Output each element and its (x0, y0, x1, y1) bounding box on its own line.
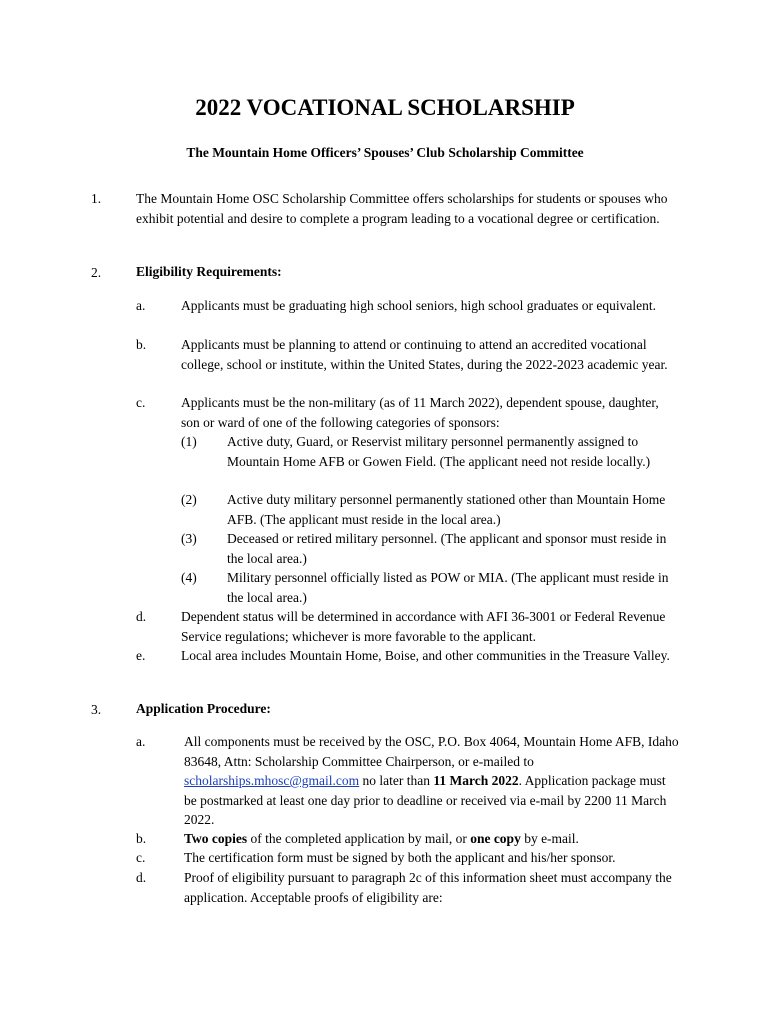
item-2c4-label: (4) (181, 570, 197, 585)
item-3b-part1: of the completed application by mail, or (247, 831, 471, 846)
section-2-number: 2. (91, 265, 102, 280)
item-2c2-text: Active duty military personnel permanently stationed other than Mountain Home AFB. (The applicant must reside in the local area.) (227, 492, 666, 527)
item-3b-bold1: Two copies (184, 831, 248, 846)
section-1-number: 1. (91, 191, 102, 206)
section-3-number: 3. (91, 702, 102, 717)
item-2c-text: Applicants must be the non-military (as of 11 March 2022), dependent spouse, daughter, son or ward of one of the following categories of sponsors: (181, 395, 659, 430)
item-2c3-text: Deceased or retired military personnel. (The applicant and sponsor must reside in the local area.) (227, 531, 667, 566)
item-2c2-label: (2) (181, 492, 197, 507)
section-1-text: The Mountain Home OSC Scholarship Committee offers scholarships for students or spouses who exhibit potential and desire to complete a program leading to a vocational degree or certification. (136, 191, 668, 226)
item-3c-label: c. (136, 850, 146, 865)
item-2b-label: b. (136, 337, 147, 352)
item-3a-text (184, 732, 679, 830)
section-2-heading: Eligibility Requirements: (136, 264, 282, 279)
item-2e-label: e. (136, 648, 146, 663)
item-3a-part2: no later than (359, 773, 434, 788)
item-3c-text: The certification form must be signed by both the applicant and his/her sponsor. (184, 850, 616, 865)
item-2a-label: a. (136, 298, 146, 313)
item-2c-label: c. (136, 395, 146, 410)
item-3b-label: b. (136, 831, 147, 846)
item-3d-text: Proof of eligibility pursuant to paragraph 2c of this information sheet must accompany the application. Acceptable proofs of eligibility are: (184, 870, 672, 905)
item-3b-text (184, 829, 679, 849)
email-link[interactable]: scholarships.mhosc@gmail.com (184, 773, 360, 788)
item-3b-bold2: one copy (470, 831, 521, 846)
item-3d-label: d. (136, 870, 147, 885)
item-2e-text: Local area includes Mountain Home, Boise, and other communities in the Treasure Valley. (181, 648, 670, 663)
document-subtitle: The Mountain Home Officers’ Spouses’ Club Scholarship Committee (186, 145, 584, 160)
deadline-date: 11 March 2022 (433, 773, 519, 788)
item-2d-label: d. (136, 609, 147, 624)
item-2a-text: Applicants must be graduating high school seniors, high school graduates or equivalent. (181, 298, 657, 313)
item-2c4-text: Military personnel officially listed as POW or MIA. (The applicant must reside in the local area.) (227, 570, 669, 605)
item-3a-part3: . Application package must be postmarked at least one day prior to deadline or received via e-mail by 2200 11 March 2022. (184, 773, 667, 827)
item-2c3-label: (3) (181, 531, 197, 546)
item-2c1-text: Active duty, Guard, or Reservist military personnel permanently assigned to Mountain Home AFB or Gowen Field. (The applicant need not reside locally.) (227, 434, 651, 469)
item-3b-part2: by e-mail. (520, 831, 579, 846)
item-2d-text: Dependent status will be determined in accordance with AFI 36-3001 or Federal Revenue Service regulations; whichever is more favorable to the applicant. (181, 609, 666, 644)
item-3a-label: a. (136, 734, 146, 749)
item-2b-text: Applicants must be planning to attend or continuing to attend an accredited vocational college, school or institute, within the United States, during the 2022-2023 academic year. (181, 337, 668, 372)
item-2c1-label: (1) (181, 434, 197, 449)
item-3a-part1: All components must be received by the OSC, P.O. Box 4064, Mountain Home AFB, Idaho 83648, Attn: Scholarship Committee Chairperson, or e-mailed to (184, 734, 679, 769)
section-3-heading: Application Procedure: (136, 701, 271, 716)
document-title: 2022 VOCATIONAL SCHOLARSHIP (195, 95, 575, 120)
